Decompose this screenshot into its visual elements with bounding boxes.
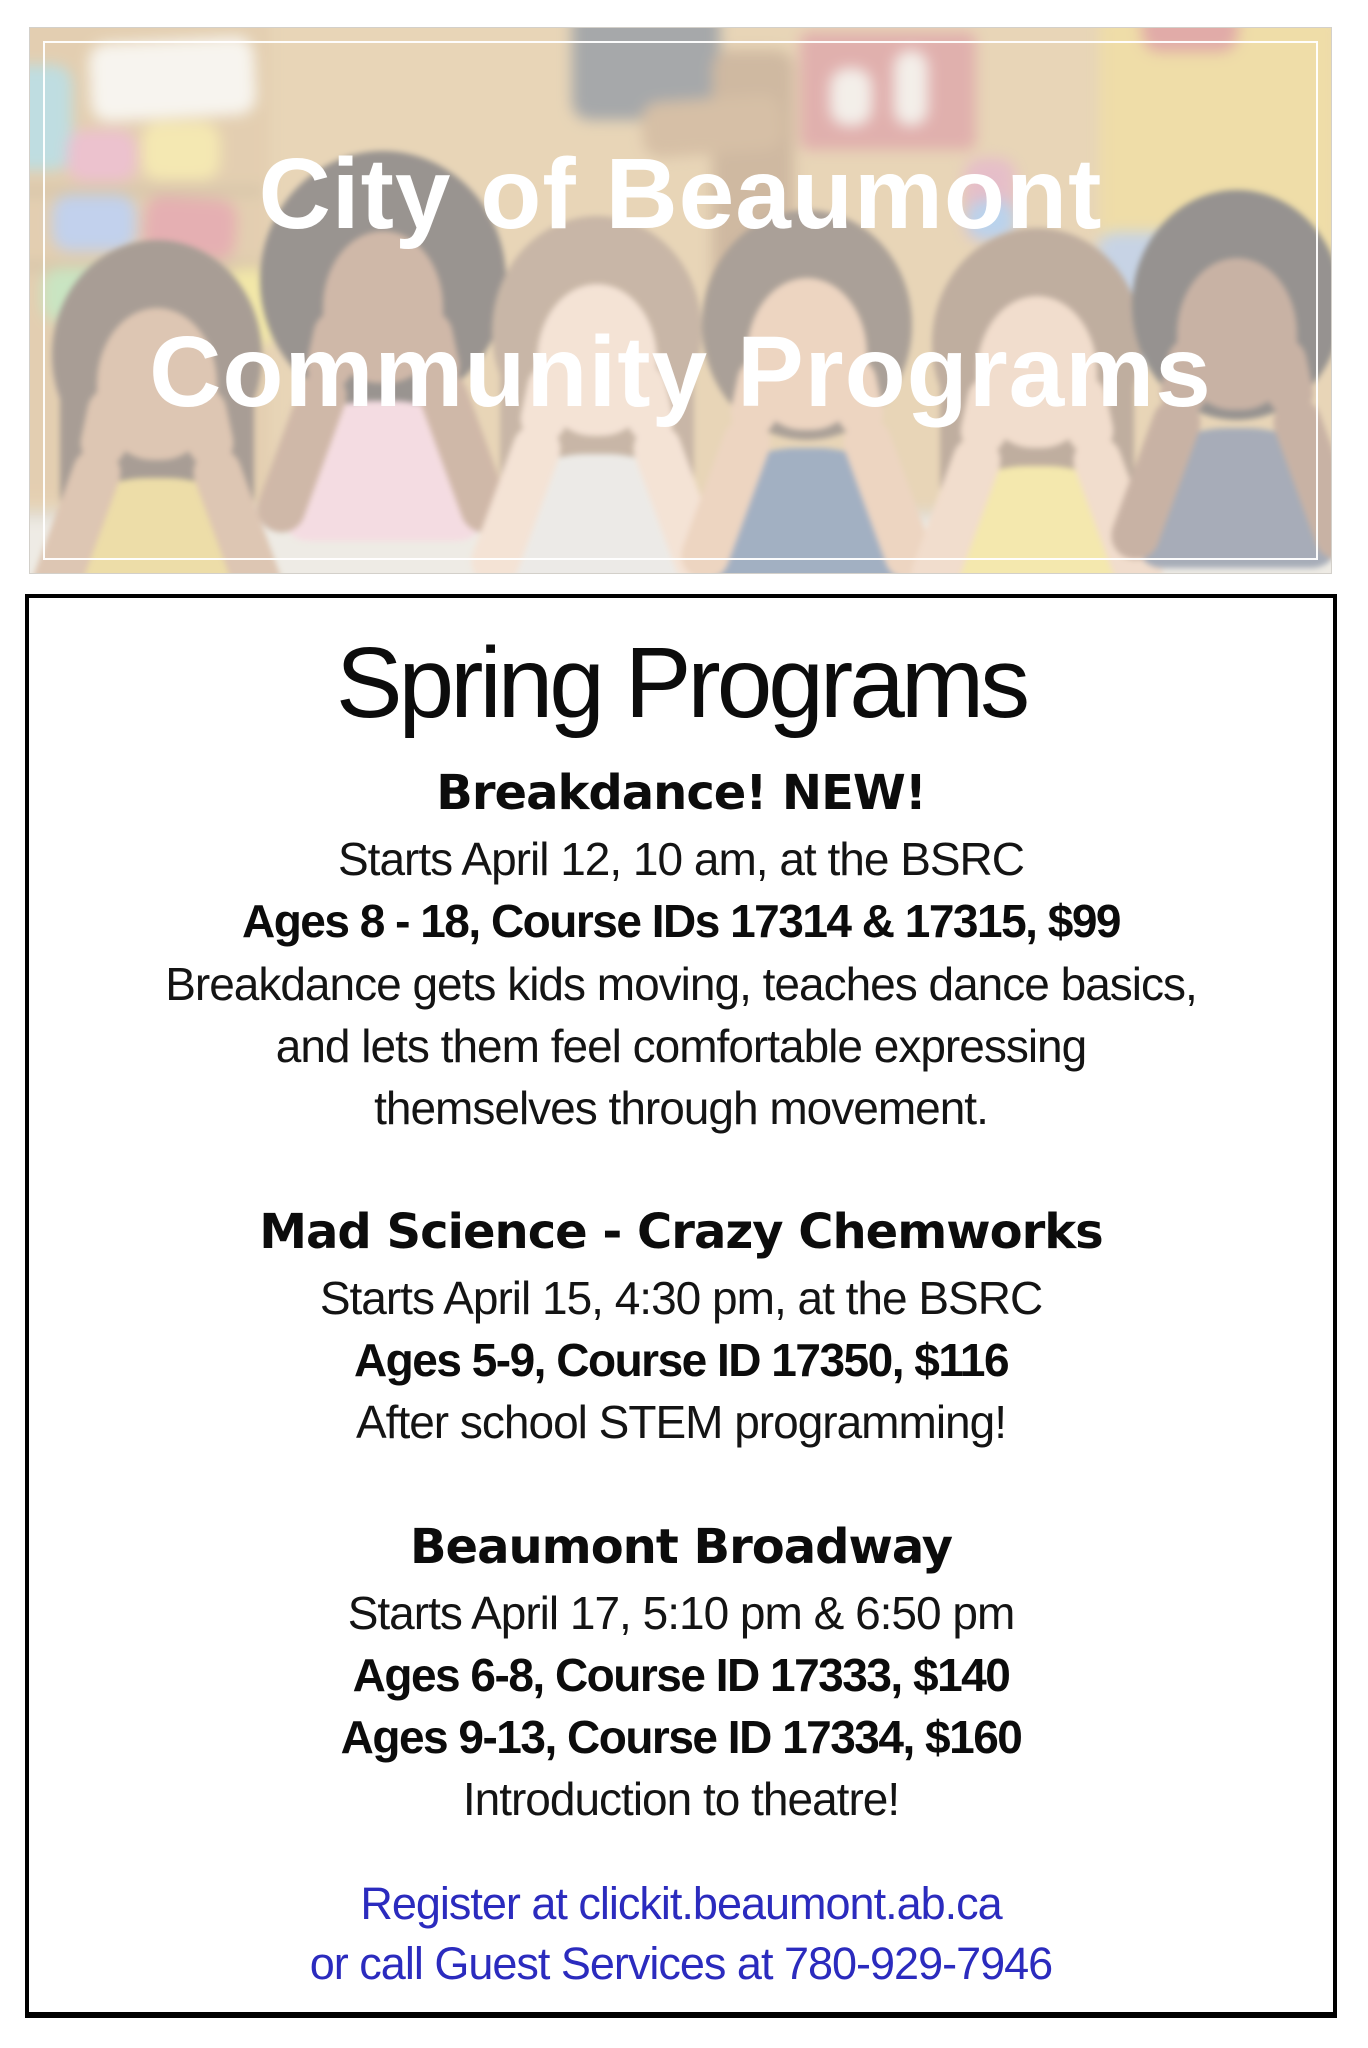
program-schedule: Starts April 15, 4:30 pm, at the BSRC — [319, 1272, 1043, 1325]
section-title: Spring Programs — [335, 627, 1027, 739]
program-name: Mad Science - Crazy Chemworks — [259, 1203, 1103, 1260]
registration-phone-line: or call Guest Services at 780-929-7946 — [309, 1938, 1053, 1990]
program-ages-price: Ages 5-9, Course ID 17350, $116 — [353, 1334, 1009, 1387]
program-schedule: Starts April 17, 5:10 pm & 6:50 pm — [347, 1586, 1015, 1639]
registration-info — [29, 1874, 1333, 1994]
program-breakdance — [29, 762, 1333, 1139]
program-description: After school STEM programming! — [355, 1396, 1006, 1449]
header-title — [30, 28, 1331, 573]
program-ages-price: Ages 8 - 18, Course IDs 17314 & 17315, $99 — [241, 895, 1120, 948]
programs-box — [25, 594, 1337, 2018]
program-schedule: Starts April 12, 10 am, at the BSRC — [338, 833, 1024, 886]
header-title-line1: City of Beaumont — [258, 138, 1103, 250]
program-name: Beaumont Broadway — [409, 1518, 953, 1575]
header-title-line2: Community Programs — [149, 316, 1212, 428]
program-mad-science — [29, 1201, 1333, 1454]
header-photo — [30, 28, 1331, 573]
program-description: and lets them feel comfortable expressing — [275, 1019, 1087, 1072]
program-ages-price: Ages 6-8, Course ID 17333, $140 — [352, 1649, 1010, 1702]
program-beaumont-broadway — [29, 1516, 1333, 1831]
program-description: Introduction to theatre! — [462, 1773, 900, 1826]
program-description: themselves through movement. — [374, 1081, 988, 1134]
program-ages-price: Ages 9-13, Course ID 17334, $160 — [340, 1711, 1022, 1764]
program-description: Breakdance gets kids moving, teaches dance basics, — [165, 957, 1197, 1010]
registration-website-line: Register at clickit.beaumont.ab.ca — [360, 1878, 1002, 1930]
program-name: Breakdance! NEW! — [436, 765, 926, 821]
